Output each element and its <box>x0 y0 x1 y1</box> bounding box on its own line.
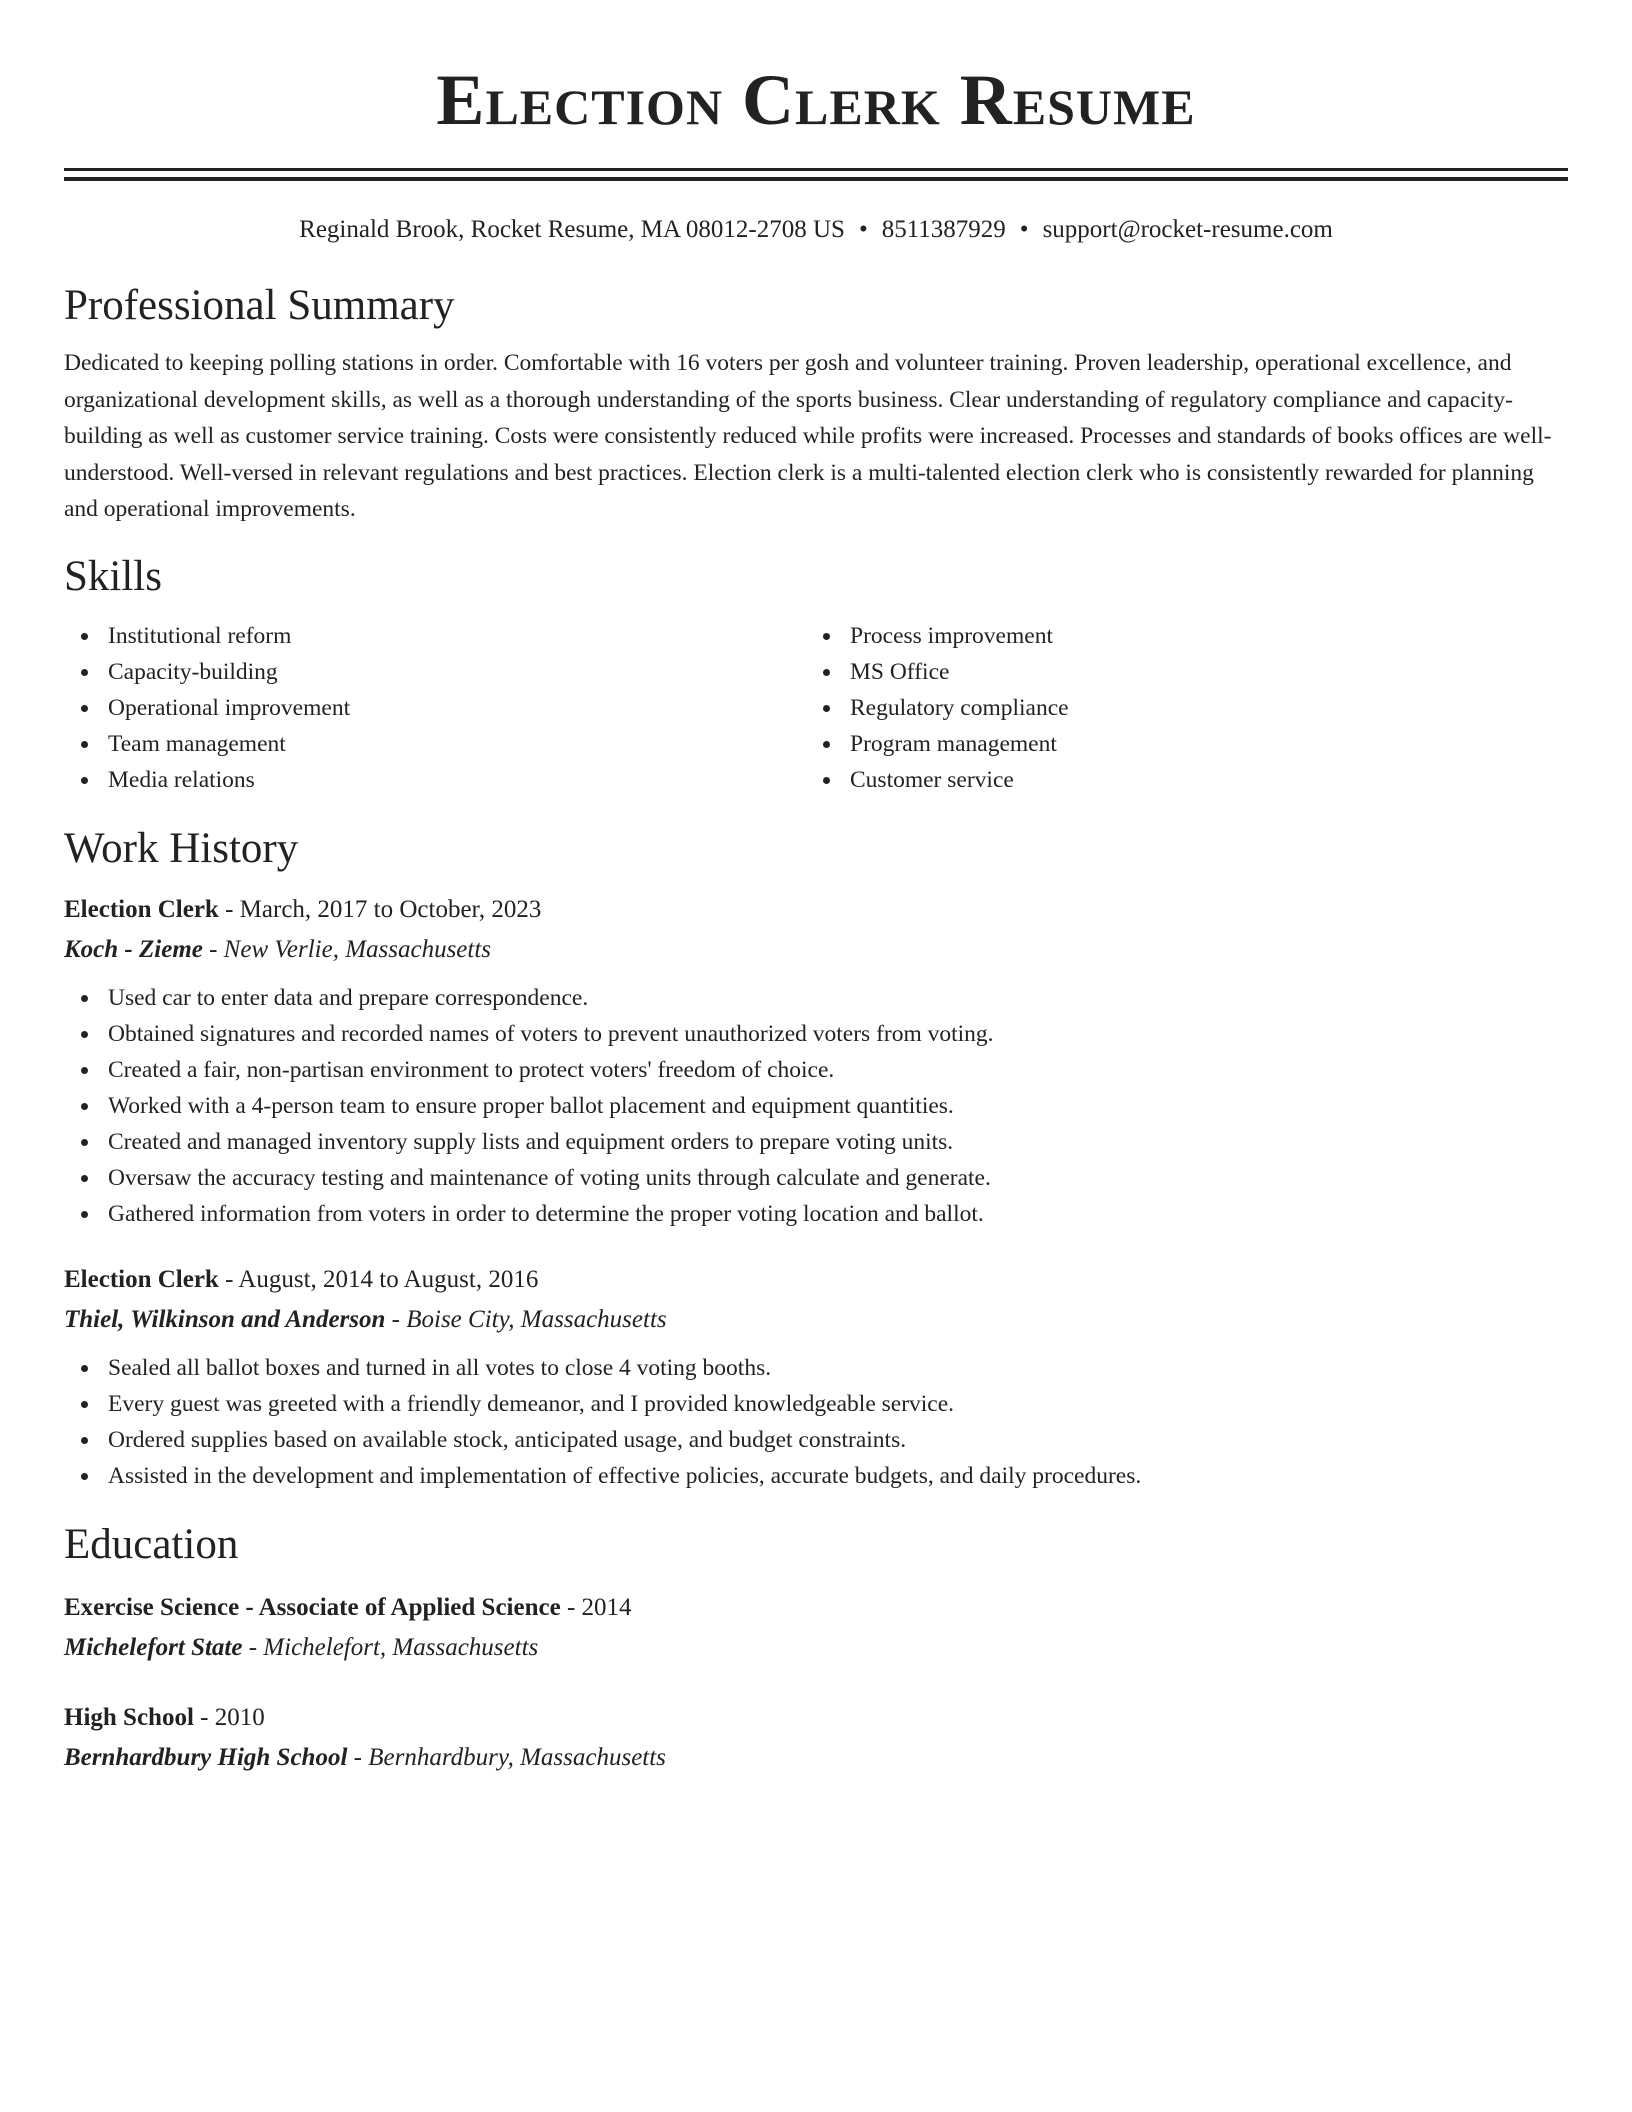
education-degree-line <box>64 1588 1568 1628</box>
education-school-line <box>64 1738 1568 1778</box>
skills-column-right <box>806 618 1548 798</box>
summary-text: Dedicated to keeping polling stations in order. Comfortable with 16 voters per gosh and volunteer training. Proven leadership, operational excellence, and organizational development skills, as well as a thorough understanding of the sports business. Clear understanding of regulatory compliance and capacity-building as well as customer service training. Costs were consistently reduced while profits were increased. Processes and standards of books offices are well-understood. Well-versed in relevant regulations and best practices. Election clerk is a multi-talented election clerk who is consistently rewarded for planning and operational improvements. <box>64 350 1552 523</box>
education-location: - Michelefort, Massachusetts <box>242 1633 539 1661</box>
job-bullets <box>64 1350 1568 1494</box>
education-degree: High School <box>64 1703 194 1731</box>
skills-column-left <box>64 618 806 798</box>
education-school: Michelefort State <box>64 1633 243 1661</box>
skill-item: Institutional reform <box>64 618 806 654</box>
education-year: - 2010 <box>193 1703 265 1731</box>
skill-item: Process improvement <box>806 618 1548 654</box>
job-bullets <box>64 980 1568 1232</box>
job-bullet: Sealed all ballot boxes and turned in all votes to close 4 voting booths. <box>64 1350 1568 1386</box>
job-entry <box>64 1260 1568 1494</box>
job-bullet: Created a fair, non-partisan environment to protect voters' freedom of choice. <box>64 1052 1568 1088</box>
contact-email: support@rocket-resume.com <box>1042 216 1333 243</box>
education-school: Bernhardbury High School <box>64 1743 348 1771</box>
work-history-heading: Work History <box>64 824 299 872</box>
skill-item: MS Office <box>806 654 1548 690</box>
skill-item: Media relations <box>64 762 806 798</box>
skill-item: Program management <box>806 726 1548 762</box>
education-heading: Education <box>64 1520 239 1568</box>
contact-address: Reginald Brook, Rocket Resume, MA 08012-2708 US <box>299 216 845 243</box>
summary-heading: Professional Summary <box>64 282 455 329</box>
job-bullet: Worked with a 4-person team to ensure proper ballot placement and equipment quantities. <box>64 1088 1568 1124</box>
job-title: Election Clerk <box>64 895 219 923</box>
education-year: - 2014 <box>560 1593 632 1621</box>
skill-item: Customer service <box>806 762 1548 798</box>
education-school-line <box>64 1628 1568 1668</box>
job-title: Election Clerk <box>64 1265 219 1293</box>
skill-item: Regulatory compliance <box>806 690 1548 726</box>
job-dates: - August, 2014 to August, 2016 <box>218 1265 539 1293</box>
job-location: - Boise City, Massachusetts <box>385 1305 667 1333</box>
skill-item: Operational improvement <box>64 690 806 726</box>
job-bullet: Obtained signatures and recorded names of voters to prevent unauthorized voters from voting. <box>64 1016 1568 1052</box>
job-company-line <box>64 930 1568 970</box>
contact-separator: • <box>858 216 868 243</box>
job-entry <box>64 890 1568 1232</box>
title-divider-top <box>64 168 1568 171</box>
education-degree: Exercise Science - Associate of Applied Science <box>64 1593 561 1621</box>
job-company-line <box>64 1300 1568 1340</box>
job-company: Koch - Zieme <box>64 935 203 963</box>
title-divider-bottom <box>64 177 1568 181</box>
resume-page <box>64 0 1568 1778</box>
job-bullet: Created and managed inventory supply lists and equipment orders to prepare voting units. <box>64 1124 1568 1160</box>
job-bullet: Assisted in the development and implementation of effective policies, accurate budgets, and daily procedures. <box>64 1458 1568 1494</box>
job-bullet: Oversaw the accuracy testing and maintenance of voting units through calculate and generate. <box>64 1160 1568 1196</box>
contact-line <box>64 213 1568 247</box>
job-title-line <box>64 890 1568 930</box>
job-bullet: Ordered supplies based on available stock, anticipated usage, and budget constraints. <box>64 1422 1568 1458</box>
job-dates: - March, 2017 to October, 2023 <box>218 895 542 923</box>
job-title-line <box>64 1260 1568 1300</box>
education-degree-line <box>64 1698 1568 1738</box>
job-company: Thiel, Wilkinson and Anderson <box>64 1305 386 1333</box>
skills-list <box>64 618 1568 798</box>
contact-phone: 8511387929 <box>881 216 1006 243</box>
job-bullet: Every guest was greeted with a friendly demeanor, and I provided knowledgeable service. <box>64 1386 1568 1422</box>
resume-title: Election Clerk Resume <box>436 60 1196 140</box>
contact-separator: • <box>1019 216 1029 243</box>
skills-heading: Skills <box>64 552 162 600</box>
skill-item: Capacity-building <box>64 654 806 690</box>
education-entry <box>64 1588 1568 1668</box>
job-location: - New Verlie, Massachusetts <box>202 935 492 963</box>
education-location: - Bernhardbury, Massachusetts <box>347 1743 666 1771</box>
education-entry <box>64 1698 1568 1778</box>
job-bullet: Used car to enter data and prepare correspondence. <box>64 980 1568 1016</box>
skill-item: Team management <box>64 726 806 762</box>
job-bullet: Gathered information from voters in order to determine the proper voting location and ballot. <box>64 1196 1568 1232</box>
